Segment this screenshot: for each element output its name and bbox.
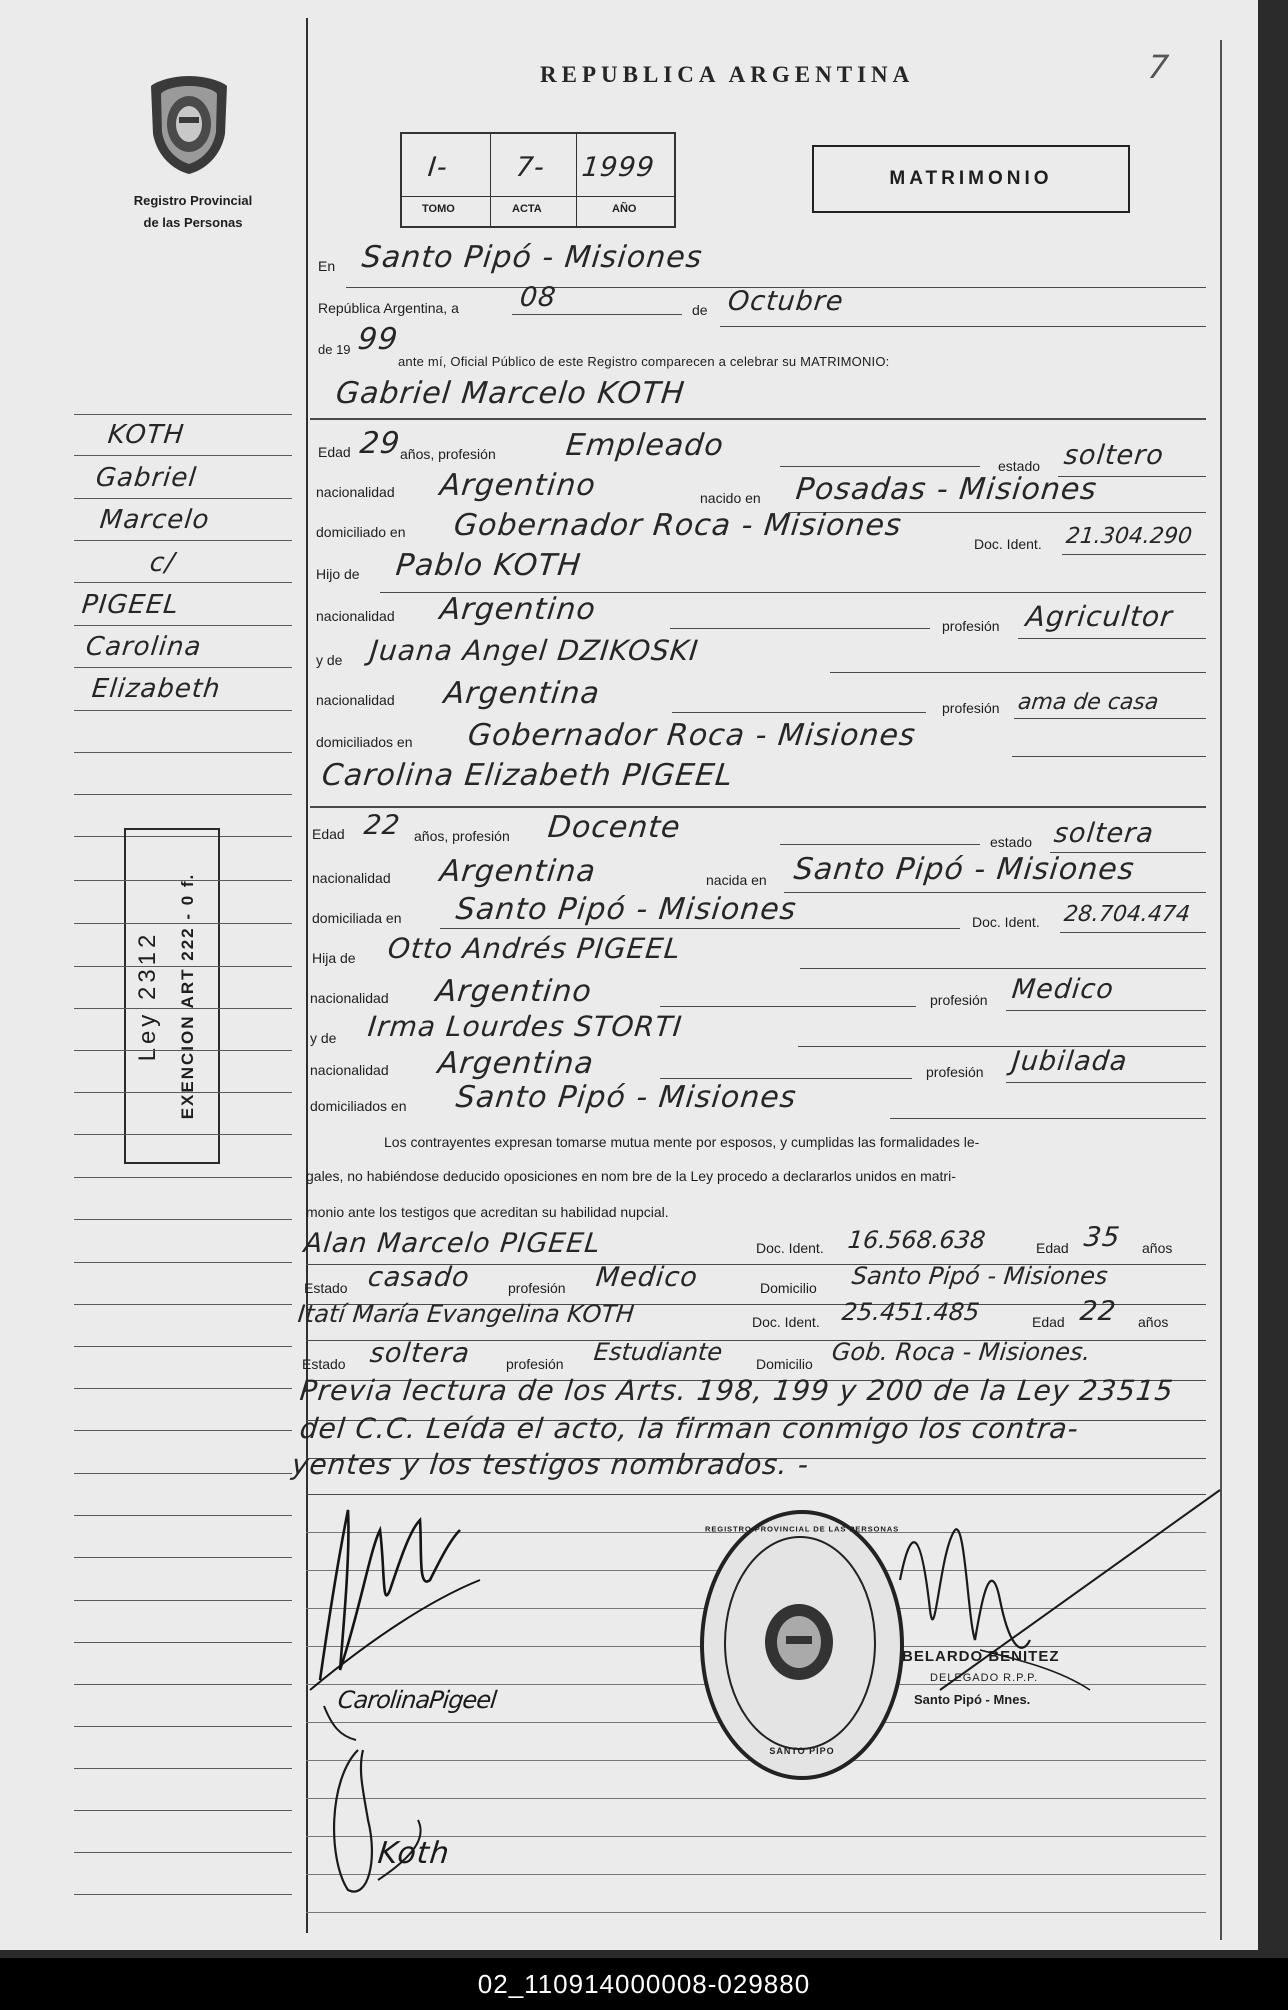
label-bride-father-nacionalidad: nacionalidad [310,990,389,1006]
label-bride-father-profesion: profesión [930,992,988,1008]
margin-rule [74,1515,292,1516]
official-title: DELEGADO R.P.P. [930,1672,1039,1684]
bride-birthplace-line [784,892,1206,893]
ano-value: 1999 [580,152,657,183]
witness2-doc-label: Doc. Ident. [752,1314,820,1330]
exemption-stamp [124,828,220,1164]
bride-profession: Docente [546,810,683,845]
witness-signature: Koth [376,1836,452,1871]
margin-rule [74,1894,292,1895]
witness1-anos-label: años [1142,1240,1173,1256]
groom-parents-address: Gobernador Roca - Misiones [466,718,918,753]
day-line [512,314,682,315]
bride-address-line [440,928,960,929]
margin-rule [74,667,292,668]
groom-father-prof-line [1018,638,1206,639]
witness1-age: 35 [1082,1222,1122,1253]
margin-rule [74,1008,292,1009]
groom-father-nationality: Argentino [438,592,598,627]
bride-nationality: Argentina [438,854,598,889]
bride-parents-line [890,1118,1206,1119]
day-value: 08 [518,282,558,313]
label-bride-mother-nacionalidad: nacionalidad [310,1062,389,1078]
label-domiciliado-en: domiciliado en [316,524,406,540]
month-line [720,326,1206,327]
declaration-line1: Los contrayentes expresan tomarse mutua mente por esposos, y cumplidas las formalidades le- [384,1134,980,1150]
margin-name-3: Marcelo [98,505,212,535]
bride-doc-line [1060,932,1206,933]
bride-signature: CarolinaPigeel [336,1686,498,1714]
seal-emblem-icon [760,1600,838,1684]
label-father-nacionalidad: nacionalidad [316,608,395,624]
label-nacida-en: nacida en [706,872,767,888]
witness2-doc-id: 25.451.485 [840,1298,981,1326]
label-bride-estado: estado [990,834,1033,850]
margin-rule [74,1219,292,1220]
groom-age: 29 [358,426,403,461]
act-type-label: MATRIMONIO [889,168,1053,189]
page-number: 7 [1146,48,1172,86]
label-bride-edad: Edad [312,826,345,842]
place-value: Santo Pipó - Misiones [360,240,705,275]
margin-rule [74,1557,292,1558]
right-edge-line [1220,40,1222,1940]
witness-signature-loop [318,1740,438,1900]
official-signature [880,1490,1220,1750]
bride-mother-line [798,1046,1206,1047]
label-bride-mother-profesion: profesión [926,1064,984,1080]
bride-address: Santo Pipó - Misiones [454,892,799,927]
bride-age: 22 [362,810,402,841]
groom-birthplace: Posadas - Misiones [794,472,1099,507]
witness2-profession: Estudiante [592,1338,724,1366]
label-bride-anos-profesion: años, profesión [414,828,510,844]
bride-birthplace: Santo Pipó - Misiones [792,852,1137,887]
margin-name-5: PIGEEL [80,590,181,620]
witness2-profesion-label: profesión [506,1356,564,1372]
groom-mother-profession: ama de casa [1016,690,1160,715]
registry-name-line1: Registro Provincial [133,193,253,208]
groom-marital-status: soltero [1062,440,1166,471]
groom-mother-line [830,672,1206,673]
margin-rule [74,710,292,711]
republica-label: República Argentina, a [318,300,459,316]
year-prefix: de 19 [318,342,351,357]
bride-mother-nationality: Argentina [436,1046,596,1081]
witness1-estado-label: Estado [304,1280,348,1296]
margin-rule [74,1600,292,1601]
margin-rule [74,582,292,583]
label-domiciliados-en: domiciliados en [316,734,413,750]
margin-rule [74,1642,292,1643]
label-estado: estado [998,458,1041,474]
margin-rule [74,752,292,753]
margin-rule [74,1092,292,1093]
act-type-box [812,145,1130,213]
month-value: Octubre [726,286,846,317]
margin-rule [74,1346,292,1347]
seal-ring-text: REGISTRO PROVINCIAL DE LAS PERSONAS [704,1524,900,1534]
margin-name-4: c/ [148,548,177,578]
label-mother-profesion: profesión [942,700,1000,716]
bride-father-nationality: Argentino [434,974,594,1009]
bride-marital-status: soltera [1052,818,1156,849]
official-location: Santo Pipó - Mnes. [914,1692,1031,1707]
margin-rule [74,414,292,415]
act-box-col2 [576,134,577,226]
bride-father-name: Otto Andrés PIGEEL [386,932,683,965]
witness1-profession: Medico [594,1262,700,1293]
intro-text: ante mí, Oficial Público de este Registro comparecen a celebrar su MATRIMONIO: [398,354,890,369]
margin-rule [74,1473,292,1474]
seal-bottom-text: SANTO PIPO [769,1746,835,1756]
declaration-line2: gales, no habiéndose deducido oposiciones en nom bre de la Ley procedo a declararlos unidos en matri- [306,1168,956,1184]
registry-name-line2: de las Personas [143,215,243,230]
witness1-name: Alan Marcelo PIGEEL [302,1228,603,1259]
groom-mother-prof-line [1014,718,1206,719]
bride-name-line [310,806,1206,808]
margin-rule [74,1388,292,1389]
act-box [400,132,676,228]
label-hijo-de: Hijo de [316,566,360,582]
label-doc-ident: Doc. Ident. [974,536,1042,552]
margin-rule [74,1430,292,1431]
witness2-age: 22 [1078,1296,1118,1327]
bride-father-profession: Medico [1010,974,1116,1005]
act-box-divider [402,196,674,197]
margin-name-6: Carolina [84,632,204,662]
witness2-anos-label: años [1138,1314,1169,1330]
bride-doc-id: 28.704.474 [1062,902,1192,927]
bride-mother-profession: Jubilada [1010,1046,1130,1077]
groom-nationality: Argentino [438,468,598,503]
margin-rule [74,1304,292,1305]
label-bride-nacionalidad: nacionalidad [312,870,391,886]
witness2-estado-label: Estado [302,1356,346,1372]
margin-rule [74,498,292,499]
label-domiciliada-en: domiciliada en [312,910,402,926]
bride-full-name: Carolina Elizabeth PIGEEL [320,758,735,793]
file-id-footer [0,1958,1288,2010]
margin-rule [74,1262,292,1263]
ano-label: AÑO [612,203,637,215]
groom-profession-line [780,466,980,467]
bride-mother-nat-line [660,1078,912,1079]
margin-rule [74,1852,292,1853]
label-bride-doc-ident: Doc. Ident. [972,914,1040,930]
margin-rule [74,1768,292,1769]
tomo-label: TOMO [422,203,455,215]
ruled-line [306,1874,1206,1875]
groom-mother-name: Juana Angel DZIKOSKI [368,634,701,667]
country-heading: REPUBLICA ARGENTINA [540,62,915,87]
groom-parents-line [1012,756,1206,757]
label-mother-nacionalidad: nacionalidad [316,692,395,708]
groom-father-name: Pablo KOTH [394,548,583,583]
label-y-de: y de [316,652,343,668]
groom-father-nat-line [670,628,930,629]
margin-name-7: Elizabeth [90,674,223,704]
margin-rule [74,540,292,541]
label-nacionalidad: nacionalidad [316,484,395,500]
groom-address: Gobernador Roca - Misiones [452,508,904,543]
witness1-edad-label: Edad [1036,1240,1069,1256]
bride-mother-name: Irma Lourdes STORTI [366,1010,685,1043]
margin-rule [74,1684,292,1685]
margin-rule [74,1177,292,1178]
margin-rule [74,455,292,456]
ruled-line [306,1798,1206,1799]
bride-signature-stroke [320,1696,360,1746]
label-bride-y-de: y de [310,1030,337,1046]
stamp-line2: EXENCION ART 222 - 0 f. [178,872,197,1120]
groom-father-profession: Agricultor [1024,600,1175,633]
ruled-line [306,1912,1206,1913]
margin-rule [74,966,292,967]
margin-rule [74,880,292,881]
label-anos-profesion: años, profesión [400,446,496,462]
file-id: 02_110914000008-029880 [477,1969,811,1999]
acta-label: ACTA [512,203,542,215]
margin-rule [74,1726,292,1727]
year-suffix: 99 [356,322,401,357]
acta-value: 7- [514,152,547,183]
label-nacido-en: nacido en [700,490,761,506]
closing-line1: Previa lectura de los Arts. 198, 199 y 200 de la Ley 23515 [298,1374,1176,1407]
margin-rule [74,625,292,626]
declaration-line3: monio ante los testigos que acreditan su habilidad nupcial. [306,1204,669,1220]
label-bride-domiciliados-en: domiciliados en [310,1098,407,1114]
bride-mother-prof-line [1006,1082,1206,1083]
label-father-profesion: profesión [942,618,1000,634]
label-edad: Edad [318,444,351,460]
witness1-profesion-label: profesión [508,1280,566,1296]
de-label: de [692,302,708,318]
act-box-col1 [490,134,491,226]
margin-name-1: KOTH [106,420,186,450]
groom-profession: Empleado [564,428,726,463]
margin-rule [74,1134,292,1135]
witness1-doc-id: 16.568.638 [846,1226,987,1254]
groom-mother-nat-line [672,712,926,713]
groom-doc-line [1062,554,1206,555]
official-seal [700,1510,904,1780]
coat-of-arms-icon [143,72,235,177]
bride-profession-line [780,844,980,845]
bride-parents-address: Santo Pipó - Misiones [454,1080,799,1115]
en-label: En [318,258,336,274]
witness2-edad-label: Edad [1032,1314,1065,1330]
groom-mother-nationality: Argentina [442,676,602,711]
tomo-value: I- [426,152,450,183]
closing-line3: yentes y los testigos nombrados. - [290,1448,811,1481]
margin-rule [74,923,292,924]
margin-rule [74,1810,292,1811]
closing-line2: del C.C. Leída el acto, la firman conmigo los contra- [298,1412,1081,1445]
bride-father-line [800,968,1206,969]
witness1-domicilio-label: Domicilio [760,1280,817,1296]
groom-signature [290,1490,500,1700]
bride-father-prof-line [1006,1010,1206,1011]
witness2-domicilio-label: Domicilio [756,1356,813,1372]
witness1-doc-label: Doc. Ident. [756,1240,824,1256]
witness1-address: Santo Pipó - Misiones [850,1262,1110,1290]
stamp-line1: Ley 2312 [134,930,161,1062]
label-hija-de: Hija de [312,950,356,966]
official-name: BELARDO BENITEZ [902,1648,1060,1665]
margin-rule [74,1050,292,1051]
witness2-marital-status: soltera [368,1338,472,1369]
margin-name-2: Gabriel [94,463,199,493]
witness1-marital-status: casado [366,1262,472,1293]
bride-father-nat-line [660,1006,916,1007]
witness2-address: Gob. Roca - Misiones. [830,1338,1092,1366]
groom-doc-id: 21.304.290 [1064,524,1194,549]
margin-rule [74,794,292,795]
groom-full-name: Gabriel Marcelo KOTH [334,376,687,411]
witness2-name: Itatí María Evangelina KOTH [296,1300,636,1328]
groom-name-line [310,418,1206,420]
